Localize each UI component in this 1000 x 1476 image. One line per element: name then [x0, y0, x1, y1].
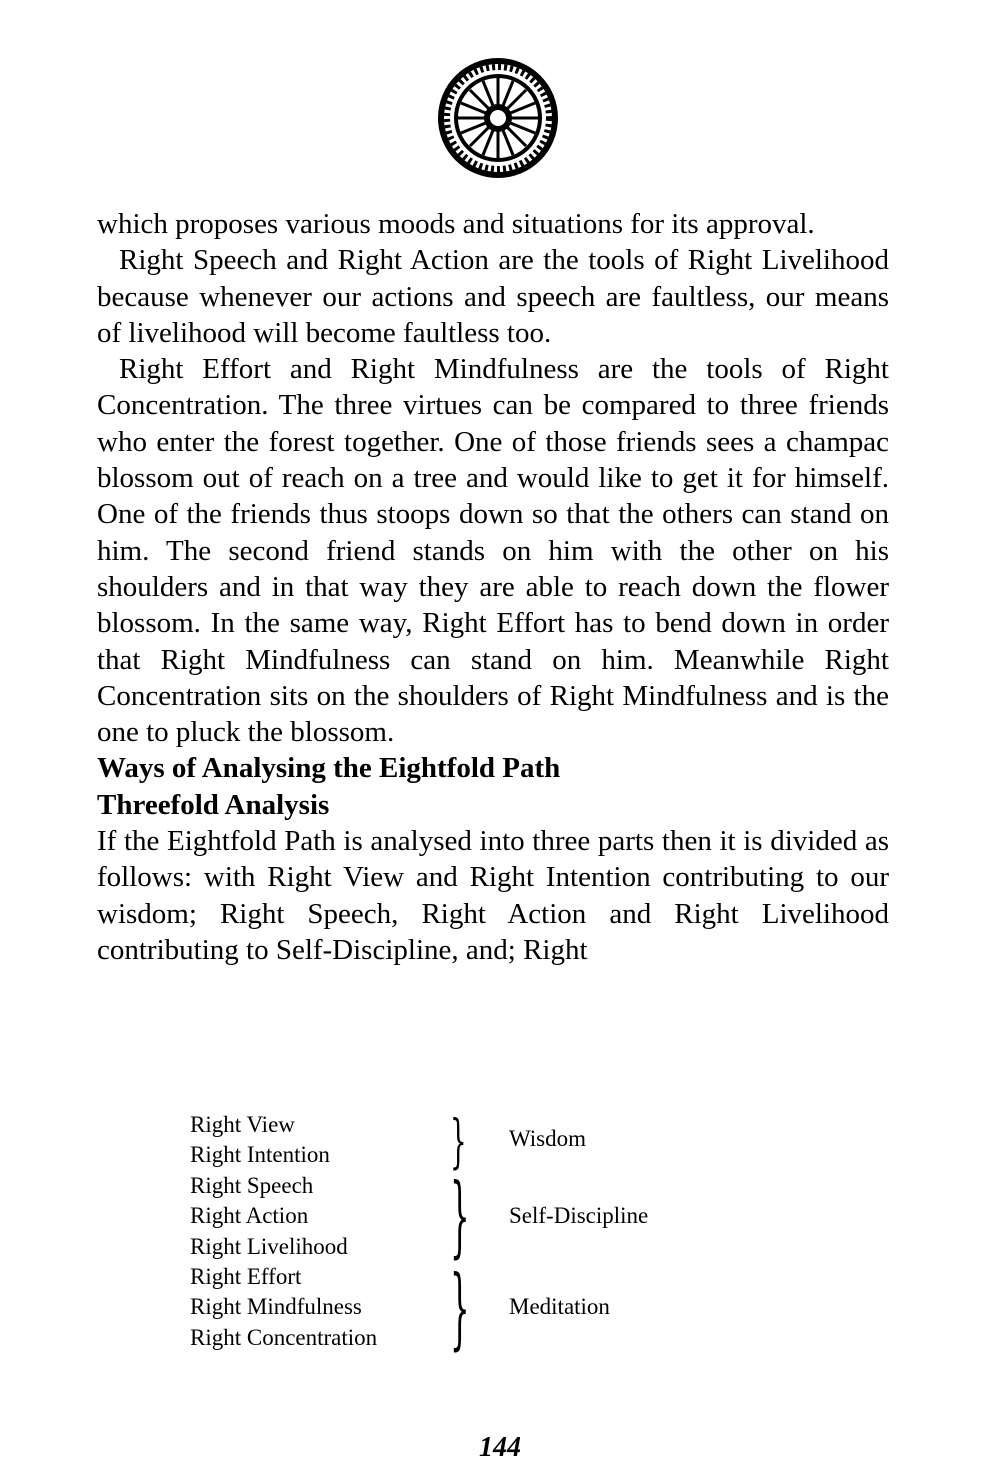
table-item: Right Mindfulness — [190, 1294, 362, 1320]
page-number: 144 — [479, 1432, 521, 1463]
threefold-analysis-table — [190, 1110, 377, 1353]
table-item: Right Effort — [190, 1264, 302, 1290]
group-label: Wisdom — [509, 1126, 587, 1151]
table-item: Right Action — [190, 1203, 309, 1229]
paragraph: Right Effort and Right Mindfulness are the tools of Right Concentration. The three virtues can be compared to three friends who enter the forest together. One of those friends sees a champac blossom out of reach on a tree and would like to get it for himself. One of the friends thus stoops down so that the others can stand on him. The second friend stands on him with the other on his shoulders and in that way they are able to reach down the flower blossom. In the same way, Right Effort has to bend down in order that Right Mindfulness can stand on him. Meanwhile Right Concentration sits on the shoulders of Right Mindfulness and is the one to pluck the blossom. — [97, 353, 889, 749]
table-item: Right View — [190, 1112, 295, 1137]
subsection-heading: Threefold Analysis — [97, 788, 330, 821]
group-label: Meditation — [509, 1294, 610, 1319]
section-heading: Ways of Analysing the Eightfold Path — [97, 752, 561, 785]
paragraph: Right Speech and Right Action are the tools of Right Livelihood because whenever our actions and speech are faultless, our means of livelihood will become faultless too. — [97, 244, 889, 349]
group-brace: } — [450, 1164, 470, 1267]
dharma-wheel-icon — [436, 56, 560, 180]
table-item: Right Concentration — [190, 1324, 378, 1350]
table-item: Right Speech — [190, 1172, 314, 1198]
group-brace: } — [450, 1256, 470, 1359]
group-label: Self-Discipline — [509, 1203, 649, 1228]
table-item: Right Livelihood — [190, 1233, 348, 1259]
paragraph: If the Eightfold Path is analysed into three parts then it is divided as follows: with Right View and Right Intention contributing to our wisdom; Right Speech, Right Action and Right Livelihood contributing to Self-Discipline, and; Right — [97, 825, 889, 966]
table-item: Right Intention — [190, 1142, 330, 1168]
paragraph: which proposes various moods and situations for its approval. — [97, 208, 815, 240]
body-text — [97, 206, 889, 968]
group-brace: } — [450, 1107, 467, 1175]
